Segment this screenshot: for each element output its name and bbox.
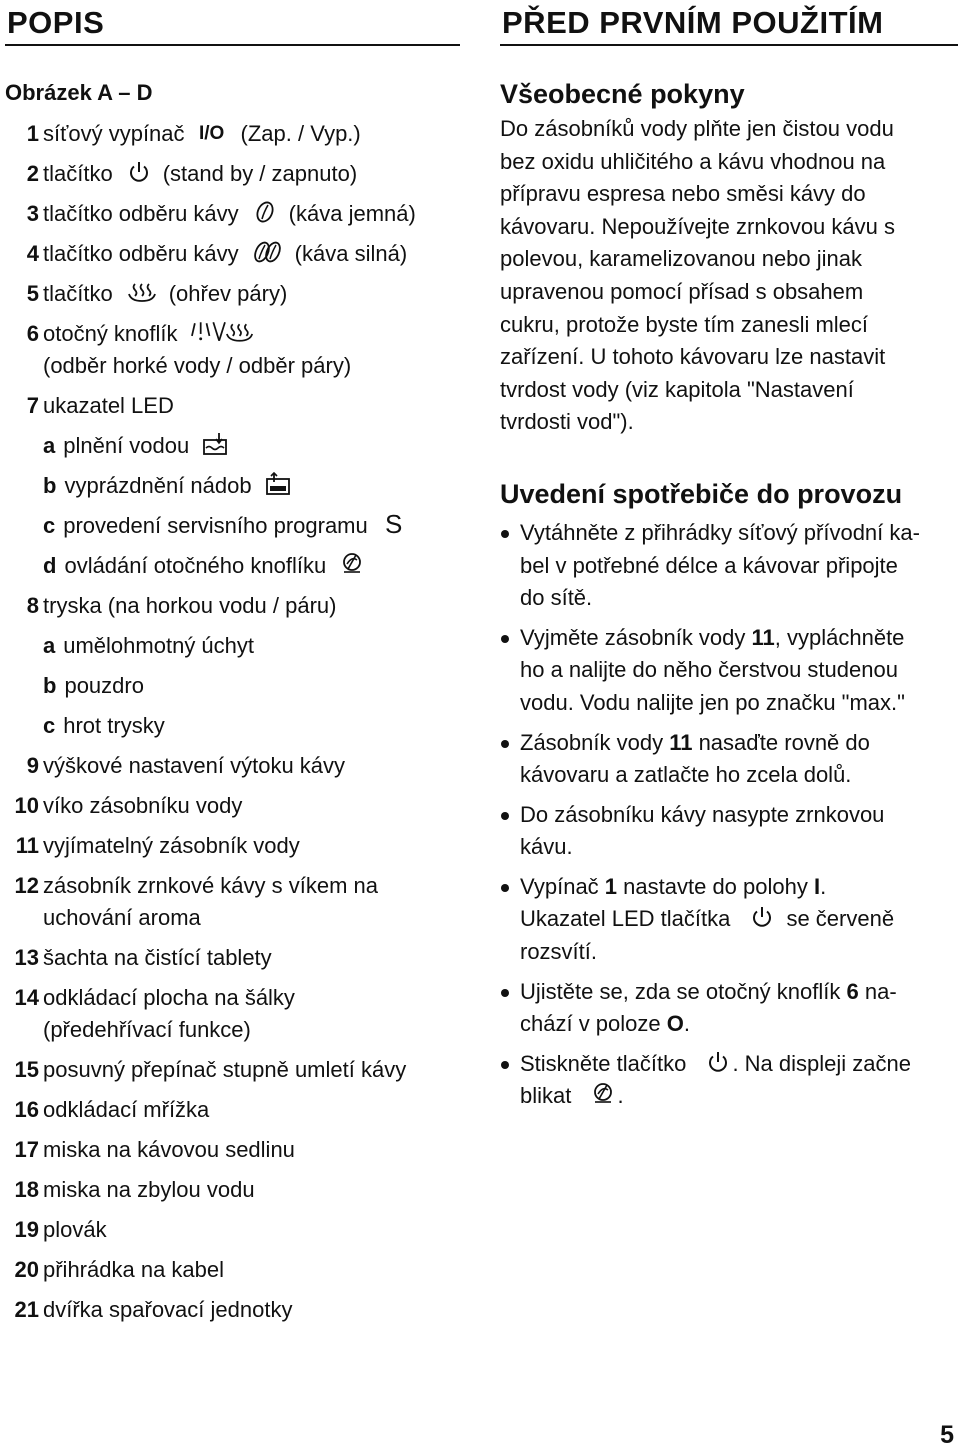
item-text [43, 1134, 460, 1166]
item-number: 5 [26, 281, 39, 306]
item-number: 4 [26, 241, 39, 266]
parts-item [5, 118, 460, 150]
item-text [43, 870, 460, 934]
double-coffee-bean-icon [251, 240, 285, 264]
item-text [43, 158, 460, 190]
item-number: 3 [26, 201, 39, 226]
item-text [43, 510, 460, 542]
item-text [43, 118, 460, 150]
item-number: 7 [26, 393, 39, 418]
para-line: polevou, karamelizovanou nebo jinak [500, 246, 863, 272]
item-label: vyprázdnění nádob [64, 473, 252, 498]
item-detail: (ohřev páry) [168, 281, 288, 306]
item-label-continued: (předehřívací funkce) [43, 1017, 251, 1042]
step-line: rozsvítí. [520, 939, 598, 965]
io-switch-icon [197, 120, 233, 144]
item-label: provedení servisního programu [63, 513, 368, 538]
item-label: hrot trysky [63, 713, 165, 738]
item-number [5, 710, 39, 742]
item-number: 18 [14, 1177, 39, 1202]
parts-item [5, 790, 460, 822]
item-number: 9 [26, 753, 39, 778]
parts-item [5, 1294, 460, 1326]
item-number: 21 [14, 1297, 39, 1322]
step-text: blikat [520, 1083, 572, 1109]
item-text [43, 1174, 460, 1206]
parts-subitem [5, 510, 460, 542]
step-line: kávu. [520, 834, 573, 860]
item-text [43, 1094, 460, 1126]
para-line: tvrdosti vod"). [500, 409, 634, 435]
parts-item [5, 1134, 460, 1166]
item-number [5, 510, 39, 542]
empty-container-icon [264, 472, 292, 496]
item-text [43, 278, 460, 310]
para-line: přípravu espresa nebo směsi kávy do [500, 181, 866, 207]
item-label: přihrádka na kabel [43, 1257, 225, 1282]
item-label: plovák [43, 1217, 107, 1242]
item-label: umělohmotný úchyt [63, 633, 255, 658]
parts-subitem [5, 670, 460, 702]
item-number: 8 [26, 593, 39, 618]
step-text: se červeně [786, 906, 895, 932]
steam-icon [125, 280, 159, 304]
item-label: výškové nastavení výtoku kávy [43, 753, 346, 778]
item-detail: (stand by / zapnuto) [162, 161, 358, 186]
step-text: chází v poloze [520, 1011, 667, 1037]
subitem-letter: a [43, 433, 56, 458]
item-label-continued: uchování aroma [43, 905, 201, 930]
parts-item [5, 942, 460, 974]
power-icon [125, 160, 153, 184]
step-text: Vypínač [520, 873, 605, 899]
item-label: ukazatel LED [43, 393, 174, 418]
step-line: vodu. Vodu nalijte jen po značku "max." [520, 689, 905, 715]
parts-item [5, 830, 460, 862]
item-number: 10 [14, 793, 39, 818]
item-text [43, 1254, 460, 1286]
step-text: . Na displeji začne [732, 1050, 911, 1076]
parts-item [5, 318, 460, 382]
step-line: do sítě. [520, 585, 593, 611]
step-fill-beans [500, 799, 958, 864]
item-label: síťový vypínač [43, 121, 185, 146]
page-number: 5 [940, 1421, 954, 1449]
subitem-letter: d [43, 553, 57, 578]
item-label: plnění vodou [63, 433, 190, 458]
step-line: Vytáhněte z přihrádky síťový přívodní ka- [520, 519, 920, 545]
parts-item [5, 750, 460, 782]
item-text [43, 238, 460, 270]
para-line: tvrdost vody (viz kapitola "Nastavení [500, 376, 854, 402]
parts-item [5, 1254, 460, 1286]
subitem-letter: b [43, 673, 57, 698]
item-label: vyjímatelný zásobník vody [43, 833, 300, 858]
step-text: . [617, 1083, 624, 1109]
parts-subitem [5, 710, 460, 742]
item-label: tlačítko [43, 281, 113, 306]
item-number: 6 [26, 321, 39, 346]
figure-title: Obrázek A – D [5, 80, 153, 105]
position-label: O [666, 1011, 684, 1037]
knob-control-icon [589, 1082, 617, 1106]
step-text: Vyjměte zásobník vody [520, 624, 752, 650]
item-text [43, 790, 460, 822]
general-instructions-text [500, 113, 958, 439]
knob-control-icon [338, 552, 366, 576]
item-text [43, 390, 460, 422]
item-number [5, 470, 39, 502]
item-text [43, 630, 460, 662]
step-line: bel v potřebné délce a kávovar připojte [520, 552, 898, 578]
item-number: 14 [14, 985, 39, 1010]
ref-number: 1 [604, 873, 618, 899]
item-label: posuvný přepínač stupně umletí kávy [43, 1057, 407, 1082]
item-number: 15 [14, 1057, 39, 1082]
item-number: 1 [26, 121, 39, 146]
subitem-letter: a [43, 633, 56, 658]
step-text: Ujistěte se, zda se otočný knoflík [520, 978, 847, 1004]
item-text [43, 550, 460, 582]
ref-number: 6 [846, 978, 859, 1004]
step-line: kávovaru a zatlačte ho zcela dolů. [520, 762, 852, 788]
item-number: 19 [14, 1217, 39, 1242]
step-text: . [820, 873, 827, 899]
item-text [43, 1054, 460, 1086]
item-number: 13 [14, 945, 39, 970]
power-icon [748, 905, 776, 929]
item-label-continued: (odběr horké vody / odběr páry) [43, 353, 352, 378]
item-number: 16 [14, 1097, 39, 1122]
ref-number: 11 [669, 729, 693, 755]
parts-item [5, 390, 460, 422]
parts-item [5, 198, 460, 230]
startup-steps [500, 517, 958, 1113]
item-detail: (káva jemná) [288, 201, 416, 226]
item-label: víko zásobníku vody [43, 793, 243, 818]
item-label: tlačítko odběru kávy [43, 241, 239, 266]
step-insert-tank [500, 727, 958, 792]
step-text: na- [858, 978, 897, 1004]
step-text: nastavte do polohy [617, 873, 814, 899]
ref-number: 11 [751, 624, 775, 650]
item-detail: (káva silná) [294, 241, 408, 266]
item-text [43, 830, 460, 862]
item-text [43, 710, 460, 742]
parts-subitem [5, 470, 460, 502]
para-line: bez oxidu uhličitého a kávu vhodnou na [500, 148, 886, 174]
parts-item [5, 278, 460, 310]
parts-item [5, 238, 460, 270]
item-label: šachta na čistící tablety [43, 945, 272, 970]
step-text: Stiskněte tlačítko [520, 1050, 687, 1076]
step-check-knob [500, 976, 958, 1041]
coffee-bean-icon [251, 200, 279, 224]
power-icon [704, 1050, 732, 1074]
item-number: 20 [14, 1257, 39, 1282]
step-text: nasaďte rovně do [692, 729, 870, 755]
first-use-heading: PŘED PRVNÍM POUŽITÍM [502, 5, 884, 40]
popis-heading: POPIS [7, 5, 105, 40]
water-fill-icon [201, 432, 229, 456]
step-text: Ukazatel LED tlačítka [520, 906, 731, 932]
left-heading-rule [5, 44, 460, 46]
parts-item [5, 1094, 460, 1126]
position-label: I [813, 873, 821, 899]
item-number: 2 [26, 161, 39, 186]
step-switch-on [500, 871, 958, 969]
step-text: , vypláchněte [774, 624, 905, 650]
item-label: tryska (na horkou vodu / páru) [43, 593, 337, 618]
item-detail: (Zap. / Vyp.) [240, 121, 361, 146]
parts-item [5, 870, 460, 934]
parts-item [5, 1174, 460, 1206]
item-label: odkládací mřížka [43, 1097, 210, 1122]
para-line: zařízení. U tohoto kávovaru lze nastavit [500, 344, 886, 370]
step-rinse-tank [500, 622, 958, 720]
item-text [43, 942, 460, 974]
parts-subitem [5, 550, 460, 582]
step-press-button [500, 1048, 958, 1113]
item-text [43, 750, 460, 782]
item-number: 17 [14, 1137, 39, 1162]
item-label: miska na kávovou sedlinu [43, 1137, 295, 1162]
general-instructions-title: Všeobecné pokyny [500, 79, 745, 109]
item-label: odkládací plocha na šálky [43, 985, 295, 1010]
para-line: upravenou pomocí přísad s obsahem [500, 278, 864, 304]
svg-text:S: S [384, 512, 403, 536]
subitem-letter: c [43, 713, 56, 738]
step-line: Do zásobníku kávy nasypte zrnkovou [520, 801, 885, 827]
service-s-icon [380, 512, 408, 536]
parts-subitem [5, 430, 460, 462]
item-number: 12 [14, 873, 39, 898]
item-number [5, 630, 39, 662]
item-label: tlačítko odběru kávy [43, 201, 239, 226]
item-number [5, 430, 39, 462]
startup-title: Uvedení spotřebiče do provozu [500, 478, 903, 509]
hot-water-steam-icon [190, 320, 258, 344]
parts-list [5, 118, 460, 1326]
parts-item [5, 158, 460, 190]
item-number [5, 550, 39, 582]
para-line: cukru, protože byste tím zanesli mlecí [500, 311, 869, 337]
item-label: tlačítko [43, 161, 113, 186]
item-text [43, 430, 460, 462]
item-text [43, 318, 460, 382]
item-text [43, 470, 460, 502]
item-text [43, 198, 460, 230]
para-line: kávovaru. Nepoužívejte zrnkovou kávu s [500, 213, 895, 239]
step-line: ho a nalijte do něho čerstvou studenou [520, 657, 898, 683]
item-text [43, 1294, 460, 1326]
subitem-letter: b [43, 473, 57, 498]
parts-item [5, 1054, 460, 1086]
item-label: miska na zbylou vodu [43, 1177, 255, 1202]
item-number [5, 670, 39, 702]
item-text [43, 982, 460, 1046]
parts-subitem [5, 630, 460, 662]
item-text [43, 1214, 460, 1246]
item-label: dvířka spařovací jednotky [43, 1297, 293, 1322]
parts-item [5, 982, 460, 1046]
item-text [43, 590, 460, 622]
right-column [500, 0, 958, 1113]
left-column [5, 0, 460, 1326]
item-number: 11 [15, 833, 39, 858]
step-text: Zásobník vody [520, 729, 670, 755]
item-label: zásobník zrnkové kávy s víkem na [43, 873, 379, 898]
step-text: . [683, 1011, 690, 1037]
item-label: pouzdro [64, 673, 144, 698]
right-heading-rule [500, 44, 958, 46]
parts-item [5, 590, 460, 622]
item-label: ovládání otočného knoflíku [64, 553, 327, 578]
svg-text:I/O: I/O [198, 123, 224, 144]
subitem-letter: c [43, 513, 56, 538]
para-line: Do zásobníků vody plňte jen čistou vodu [500, 116, 894, 141]
item-label: otočný knoflík [43, 321, 178, 346]
parts-item [5, 1214, 460, 1246]
step-cable [500, 517, 958, 615]
item-text [43, 670, 460, 702]
